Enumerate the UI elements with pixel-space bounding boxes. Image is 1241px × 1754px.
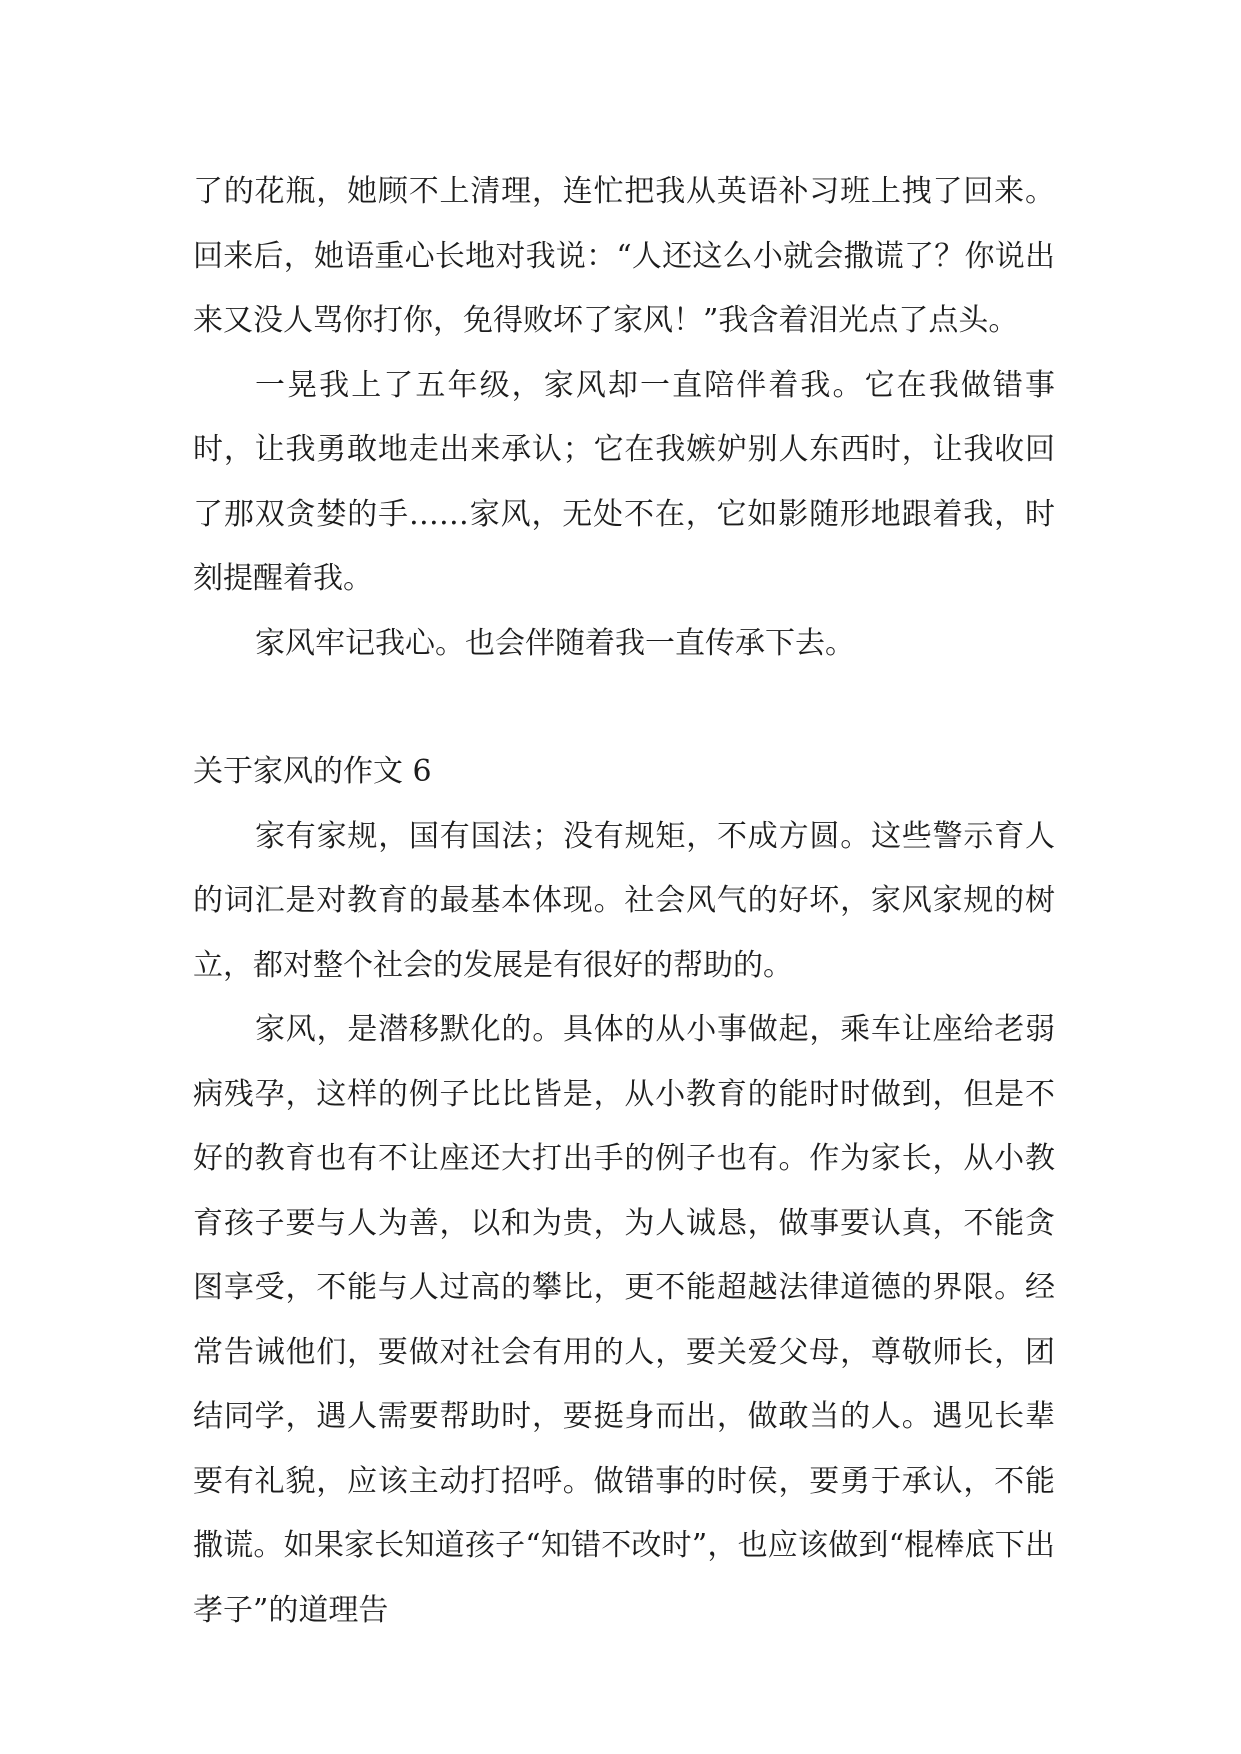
document-body <box>193 160 1055 1643</box>
section-heading: 关于家风的作文 6 <box>193 754 432 789</box>
paragraph-3: 家风牢记我心。也会伴随着我一直传承下去。 <box>255 625 855 661</box>
paragraph-1: 了的花瓶，她顾不上清理，连忙把我从英语补习班上拽了回来。回来后，她语重心长地对我说：“人还这么小就会撒谎了？你说出来又没人骂你打你，免得败坏了家风！”我含着泪光点了点头。 <box>193 174 1055 338</box>
paragraph-5: 家风，是潜移默化的。具体的从小事做起，乘车让座给老弱病残孕，这样的例子比比皆是，从小教育的能时时做到，但是不好的教育也有不让座还大打出手的例子也有。作为家长，从小教育孩子要与人为善，以和为贵，为人诚恳，做事要认真，不能贪图享受，不能与人过高的攀比，更不能超越法律道德的界限。经常告诫他们，要做对社会有用的人，要关爱父母，尊敬师长，团结同学，遇人需要帮助时，要挺身而出，做敢当的人。遇见长辈要有礼貌，应该主动打招呼。做错事的时侯，要勇于承认，不能撒谎。如果家长知道孩子“知错不改时”，也应该做到“棍棒底下出孝子”的道理告 <box>193 1012 1055 1628</box>
paragraph-4: 家有家规，国有国法；没有规矩，不成方圆。这些警示育人的词汇是对教育的最基本体现。社会风气的好坏，家风家规的树立，都对整个社会的发展是有很好的帮助的。 <box>193 818 1055 983</box>
paragraph-2: 一晃我上了五年级，家风却一直陪伴着我。它在我做错事时，让我勇敢地走出来承认；它在我嫉妒别人东西时，让我收回了那双贪婪的手……家风，无处不在，它如影随形地跟着我，时刻提醒着我。 <box>193 367 1055 596</box>
